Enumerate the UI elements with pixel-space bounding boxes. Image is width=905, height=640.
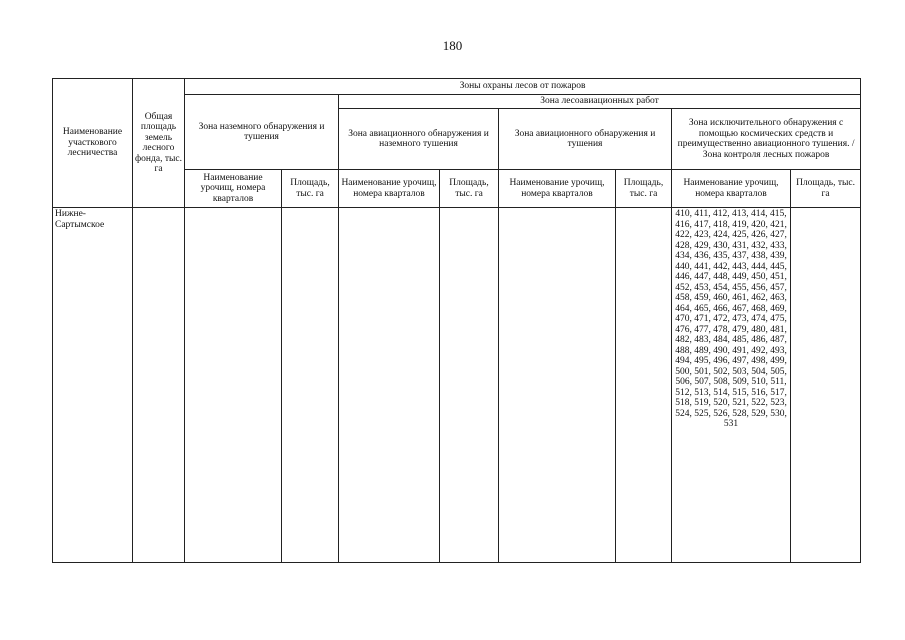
space-zone-area-cell	[791, 208, 861, 563]
aviation-ground-area-cell	[440, 208, 499, 563]
header-total-area: Общая площадь земель лесного фонда, тыс. га	[133, 79, 185, 208]
header-area: Площадь, тыс. га	[440, 170, 499, 208]
district-cell: Нижне-Сартымское	[53, 208, 133, 563]
ground-zone-tracts-cell	[185, 208, 282, 563]
header-ground-zone: Зона наземного обнаружения и тушения	[185, 95, 339, 170]
header-aviation-ground-zone: Зона авиационного обнаружения и наземного тушения	[339, 109, 499, 170]
header-tract-name: Наименование урочищ, номера кварталов	[185, 170, 282, 208]
header-area: Площадь, тыс. га	[282, 170, 339, 208]
aviation-zone-tracts-cell	[499, 208, 616, 563]
header-space-zone: Зона исключительного обнаружения с помощью космических средств и преимущественно авиационного тушения. / Зона контроля лесных пожаров	[672, 109, 861, 170]
header-district-name: Наименование участкового лесничества	[53, 79, 133, 208]
header-tract-name: Наименование урочищ, номера кварталов	[672, 170, 791, 208]
header-area: Площадь, тыс. га	[791, 170, 861, 208]
header-area: Площадь, тыс. га	[616, 170, 672, 208]
page-number: 180	[442, 38, 463, 53]
header-fire-zones: Зоны охраны лесов от пожаров	[185, 79, 861, 95]
aviation-zone-area-cell	[616, 208, 672, 563]
header-aviation-zone: Зона авиационного обнаружения и тушения	[499, 109, 672, 170]
aviation-ground-tracts-cell	[339, 208, 440, 563]
table-row	[53, 208, 861, 563]
header-tract-name: Наименование урочищ, номера кварталов	[339, 170, 440, 208]
space-zone-quarters-cell: 410, 411, 412, 413, 414, 415, 416, 417, 418, 419, 420, 421, 422, 423, 424, 425, 426, 427, 428, 429, 430, 431, 432, 433, 434, 436, 435, 437, 438, 439, 440, 441, 442, 443, 444, 445, 446, 447, 448, 449, 450, 451, 452, 453, 454, 455, 456, 457, 458, 459, 460, 461, 462, 463, 464, 465, 466, 467, 468, 469, 470, 471, 472, 473, 474, 475, 476, 477, 478, 479, 480, 481, 482, 483, 484, 485, 486, 487, 488, 489, 490, 491, 492, 493, 494, 495, 496, 497, 498, 499, 500, 501, 502, 503, 504, 505, 506, 507, 508, 509, 510, 511, 512, 513, 514, 515, 516, 517, 518, 519, 520, 521, 522, 523, 524, 525, 526, 528, 529, 530, 531	[672, 208, 791, 563]
header-tract-name: Наименование урочищ, номера кварталов	[499, 170, 616, 208]
ground-zone-area-cell	[282, 208, 339, 563]
header-aviation-works: Зона лесоавиационных работ	[339, 95, 861, 109]
total-area-cell	[133, 208, 185, 563]
fire-protection-zones-table	[52, 78, 861, 563]
